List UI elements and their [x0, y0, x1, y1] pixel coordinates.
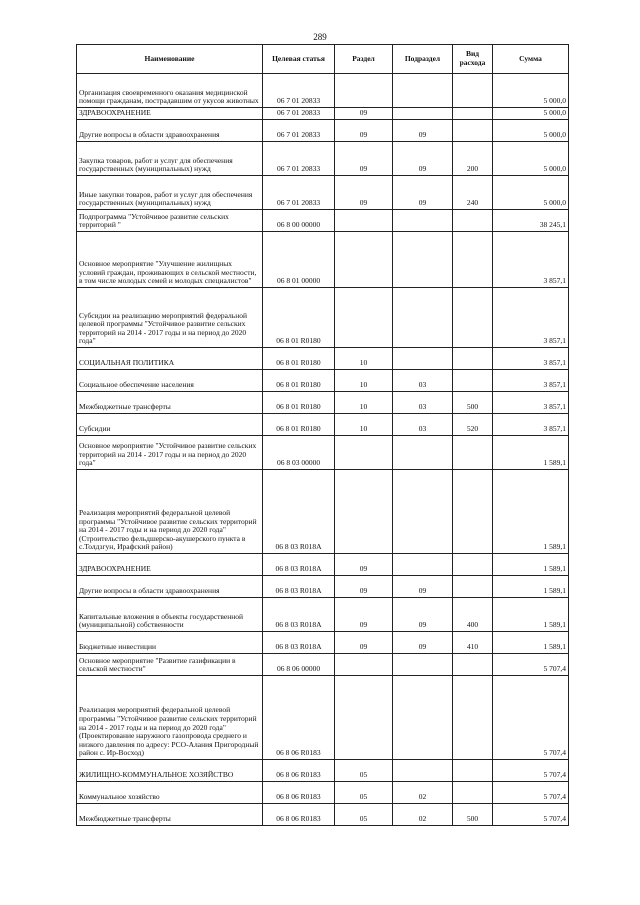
row-article: 06 8 03 00000	[263, 436, 335, 470]
row-expense-type	[453, 760, 493, 782]
row-subsection: 03	[393, 414, 453, 436]
row-section	[335, 288, 393, 348]
row-expense-type	[453, 232, 493, 288]
row-name: Организация своевременного оказания медицинской помощи гражданам, пострадавшим от укусов животных	[77, 74, 263, 108]
row-section: 10	[335, 414, 393, 436]
row-name: Реализация мероприятий федеральной целевой программы "Устойчивое развитие сельских территорий на 2014 - 2017 годы и на период до 2020 года" (Строительство фельдшерско-акушерского пункта в с.Толдзгун, Ирафский район)	[77, 470, 263, 554]
row-name: Реализация мероприятий федеральной целевой программы "Устойчивое развитие сельских территорий на 2014 - 2017 годы и на период до 2020 года" (Проектирование наружного газопровода среднего и низкого давления по адресу: РСО-Алания Пригородный район с. Ир-Восход)	[77, 676, 263, 760]
row-subsection: 03	[393, 392, 453, 414]
table-row	[77, 632, 569, 654]
row-name: ЖИЛИЩНО-КОММУНАЛЬНОЕ ХОЗЯЙСТВО	[77, 760, 263, 782]
row-article: 06 7 01 20833	[263, 108, 335, 120]
table-row	[77, 74, 569, 108]
row-name: Закупка товаров, работ и услуг для обеспечения государственных (муниципальных) нужд	[77, 142, 263, 176]
row-section: 05	[335, 782, 393, 804]
row-expense-type: 500	[453, 804, 493, 826]
header-amount: Сумма	[493, 45, 569, 74]
row-expense-type: 200	[453, 142, 493, 176]
row-amount: 5 000,0	[493, 120, 569, 142]
header-expense-type: Вид расхода	[453, 45, 493, 74]
row-expense-type: 400	[453, 598, 493, 632]
row-section: 09	[335, 632, 393, 654]
row-expense-type	[453, 370, 493, 392]
row-section: 10	[335, 392, 393, 414]
budget-table	[76, 44, 569, 826]
row-section	[335, 654, 393, 676]
row-expense-type	[453, 554, 493, 576]
row-name: Субсидии на реализацию мероприятий федеральной целевой программы "Устойчивое развитие сельских территорий на 2014 - 2017 годы и на период до 2020 года"	[77, 288, 263, 348]
header-subsection: Подраздел	[393, 45, 453, 74]
row-expense-type	[453, 120, 493, 142]
table-row	[77, 654, 569, 676]
row-amount: 3 857,1	[493, 414, 569, 436]
row-amount: 3 857,1	[493, 288, 569, 348]
header-section: Раздел	[335, 45, 393, 74]
row-name: Бюджетные инвестиции	[77, 632, 263, 654]
row-expense-type	[453, 74, 493, 108]
table-row	[77, 392, 569, 414]
header-article: Целевая статья	[263, 45, 335, 74]
row-amount: 5 000,0	[493, 74, 569, 108]
row-amount: 3 857,1	[493, 232, 569, 288]
row-subsection: 09	[393, 176, 453, 210]
row-subsection	[393, 288, 453, 348]
row-article: 06 7 01 20833	[263, 142, 335, 176]
row-name: Другие вопросы в области здравоохранения	[77, 576, 263, 598]
row-subsection	[393, 210, 453, 232]
row-section: 05	[335, 804, 393, 826]
table-row	[77, 554, 569, 576]
table-row	[77, 210, 569, 232]
row-section	[335, 470, 393, 554]
row-name: Основное мероприятие "Устойчивое развитие сельских территорий на 2014 - 2017 годы и на период до 2020 года"	[77, 436, 263, 470]
row-subsection	[393, 348, 453, 370]
table-row	[77, 142, 569, 176]
row-article: 06 8 01 R0180	[263, 370, 335, 392]
row-amount: 1 589,1	[493, 554, 569, 576]
row-name: Межбюджетные трансферты	[77, 392, 263, 414]
row-subsection	[393, 232, 453, 288]
row-article: 06 8 01 00000	[263, 232, 335, 288]
row-expense-type	[453, 654, 493, 676]
row-article: 06 8 03 R018A	[263, 470, 335, 554]
row-subsection	[393, 760, 453, 782]
row-name: Субсидии	[77, 414, 263, 436]
header-row	[77, 45, 569, 74]
row-section: 09	[335, 598, 393, 632]
row-article: 06 8 06 R0183	[263, 676, 335, 760]
table-row	[77, 348, 569, 370]
row-amount: 38 245,1	[493, 210, 569, 232]
row-amount: 5 707,4	[493, 760, 569, 782]
row-section: 09	[335, 554, 393, 576]
row-amount: 5 707,4	[493, 782, 569, 804]
row-subsection	[393, 436, 453, 470]
row-subsection: 02	[393, 804, 453, 826]
row-name: Капитальные вложения в объекты государственной (муниципальной) собственности	[77, 598, 263, 632]
row-name: Иные закупки товаров, работ и услуг для обеспечения государственных (муниципальных) нужд	[77, 176, 263, 210]
row-subsection: 09	[393, 632, 453, 654]
table-row	[77, 176, 569, 210]
row-amount: 5 707,4	[493, 654, 569, 676]
row-name: ЗДРАВООХРАНЕНИЕ	[77, 554, 263, 576]
row-section: 09	[335, 176, 393, 210]
row-section: 09	[335, 576, 393, 598]
table-row	[77, 782, 569, 804]
table-row	[77, 108, 569, 120]
row-article: 06 8 03 R018A	[263, 554, 335, 576]
row-article: 06 8 01 R0180	[263, 414, 335, 436]
row-expense-type: 520	[453, 414, 493, 436]
row-amount: 1 589,1	[493, 632, 569, 654]
row-amount: 3 857,1	[493, 370, 569, 392]
row-name: Основное мероприятие "Развитие газификации в сельской местности"	[77, 654, 263, 676]
row-expense-type	[453, 576, 493, 598]
row-name: Основное мероприятие "Улучшение жилищных условий граждан, проживающих в сельской местности, в том числе молодых семей и молодых специалистов"	[77, 232, 263, 288]
table-row	[77, 436, 569, 470]
row-article: 06 7 01 20833	[263, 176, 335, 210]
row-amount: 5 000,0	[493, 108, 569, 120]
row-expense-type	[453, 782, 493, 804]
row-expense-type	[453, 348, 493, 370]
row-article: 06 8 06 R0183	[263, 804, 335, 826]
row-amount: 5 707,4	[493, 804, 569, 826]
row-amount: 5 707,4	[493, 676, 569, 760]
table-row	[77, 676, 569, 760]
row-subsection	[393, 654, 453, 676]
row-article: 06 8 01 R0180	[263, 392, 335, 414]
row-expense-type	[453, 108, 493, 120]
row-amount: 1 589,1	[493, 470, 569, 554]
row-section: 09	[335, 108, 393, 120]
row-section	[335, 74, 393, 108]
table-row	[77, 414, 569, 436]
row-expense-type	[453, 470, 493, 554]
row-section: 05	[335, 760, 393, 782]
row-article: 06 8 06 R0183	[263, 760, 335, 782]
table-row	[77, 804, 569, 826]
row-amount: 5 000,0	[493, 176, 569, 210]
header-name: Наименование	[77, 45, 263, 74]
row-subsection	[393, 676, 453, 760]
row-subsection: 09	[393, 598, 453, 632]
row-article: 06 8 06 00000	[263, 654, 335, 676]
row-name: СОЦИАЛЬНАЯ ПОЛИТИКА	[77, 348, 263, 370]
row-section	[335, 210, 393, 232]
row-section: 09	[335, 120, 393, 142]
row-article: 06 8 03 R018A	[263, 632, 335, 654]
row-amount: 1 589,1	[493, 576, 569, 598]
row-section	[335, 676, 393, 760]
table-row	[77, 576, 569, 598]
table-row	[77, 288, 569, 348]
row-name: Коммунальное хозяйство	[77, 782, 263, 804]
row-expense-type: 500	[453, 392, 493, 414]
row-name: Межбюджетные трансферты	[77, 804, 263, 826]
table-row	[77, 760, 569, 782]
row-article: 06 8 03 R018A	[263, 598, 335, 632]
row-subsection: 02	[393, 782, 453, 804]
row-amount: 1 589,1	[493, 598, 569, 632]
row-article: 06 8 03 R018A	[263, 576, 335, 598]
row-article: 06 8 01 R0180	[263, 288, 335, 348]
row-article: 06 8 00 00000	[263, 210, 335, 232]
row-subsection: 03	[393, 370, 453, 392]
row-expense-type	[453, 676, 493, 760]
row-section: 09	[335, 142, 393, 176]
row-section	[335, 232, 393, 288]
row-amount: 5 000,0	[493, 142, 569, 176]
row-name: ЗДРАВООХРАНЕНИЕ	[77, 108, 263, 120]
table-row	[77, 120, 569, 142]
table-row	[77, 598, 569, 632]
row-expense-type	[453, 210, 493, 232]
row-subsection: 09	[393, 142, 453, 176]
row-article: 06 7 01 20833	[263, 120, 335, 142]
row-amount: 3 857,1	[493, 348, 569, 370]
page-number: 289	[313, 32, 327, 42]
row-subsection	[393, 470, 453, 554]
row-subsection: 09	[393, 120, 453, 142]
row-name: Другие вопросы в области здравоохранения	[77, 120, 263, 142]
row-amount: 1 589,1	[493, 436, 569, 470]
row-amount: 3 857,1	[493, 392, 569, 414]
row-article: 06 7 01 20833	[263, 74, 335, 108]
row-expense-type: 410	[453, 632, 493, 654]
table-row	[77, 370, 569, 392]
row-expense-type	[453, 436, 493, 470]
row-article: 06 8 06 R0183	[263, 782, 335, 804]
row-subsection	[393, 74, 453, 108]
row-expense-type: 240	[453, 176, 493, 210]
row-expense-type	[453, 288, 493, 348]
table-row	[77, 470, 569, 554]
row-subsection: 09	[393, 576, 453, 598]
row-section: 10	[335, 348, 393, 370]
row-subsection	[393, 108, 453, 120]
table-row	[77, 232, 569, 288]
row-subsection	[393, 554, 453, 576]
row-section	[335, 436, 393, 470]
row-name: Социальное обеспечение населения	[77, 370, 263, 392]
row-name: Подпрограмма "Устойчивое развитие сельских территорий "	[77, 210, 263, 232]
row-article: 06 8 01 R0180	[263, 348, 335, 370]
row-section: 10	[335, 370, 393, 392]
